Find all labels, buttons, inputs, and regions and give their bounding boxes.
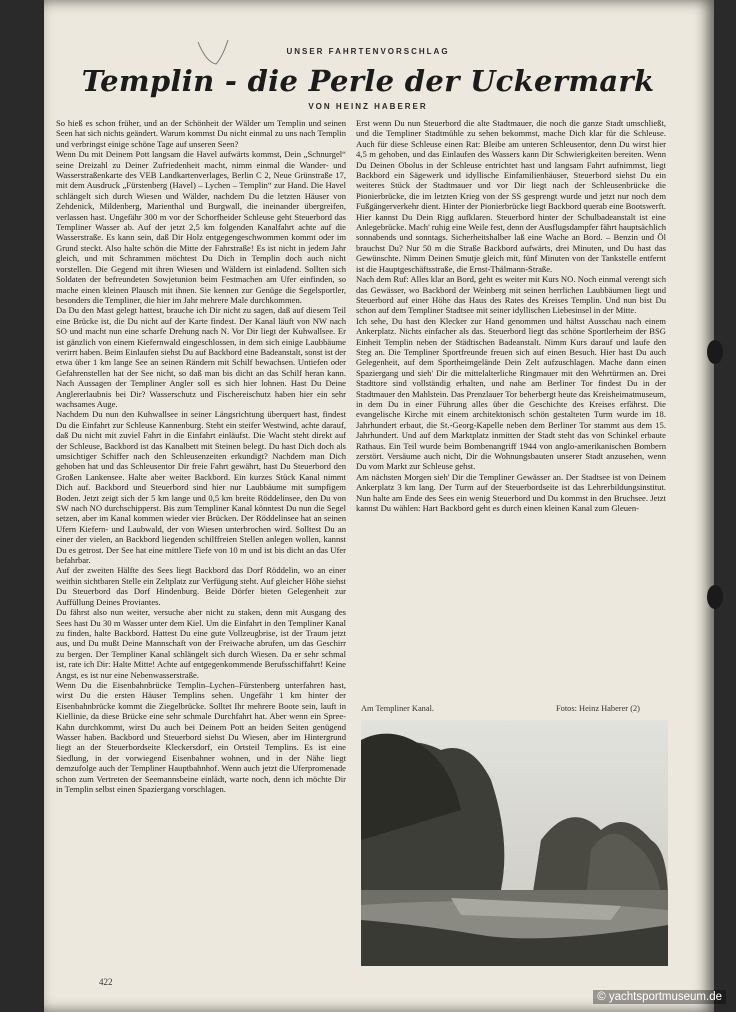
paragraph: Auf der zweiten Hälfte des Sees liegt Backbord das Dorf Röddelin, wo an einer weithin sichtbaren Stelle ein Zeltplatz zur Verfügung steht. Auf gleicher Höhe siehst Du Steuerbord das Dorf Hindenburg. Beide Dörfer bieten Gelegenheit zur Auffüllung Deines Proviantes.: [56, 565, 346, 607]
paragraph: So hieß es schon früher, und an der Schönheit der Wälder um Templin und seinen Seen hat sich nichts geändert. Warum kommst Du nicht einmal zu uns nach Templin und verbringst einige schöne Tage auf unseren Seen?: [56, 118, 346, 149]
page-number: 422: [99, 977, 113, 987]
paragraph: Nachdem Du nun den Kuhwallsee in seiner Längsrichtung überquert hast, findest Du die Einfahrt zur Schleuse Kannenburg. Steht ein steifer Westwind, achte darauf, daß Du nicht mit zuviel Fahrt in die Einfahrt einläufst. Die Wacht steht direkt auf der Schleuse, Backbord ist das Kanalbett mit Steinen belegt. Du hast Dich doch als umsichtiger Schiffer nach den Schleusenzeiten erkundigt? Nachdem man Dich gehoben hat und das Schleusentor Dir freie Fahrt gewährt, hast Du Steuerbord den Großen Lankensee. Halte aber weiter Backbord. Ein kurzes Stück Kanal nimmt Dich auf. Backbord und Steuerbord sind hier nur Laubbäume mit sumpfigem Boden. Jetzt zeigt sich der 5 km lange und 0,5 km breite Röddelinsee, den Du von SW nach NO durchschipperst. Bis zum Templiner Kanal könntest Du nun die Segel setzen, aber im Kanal kommen wieder vier Brücken. Der Röddelinsee hat an seinen Ufern Kiefern- und Laubwald, der von Wiesen unterbrochen wird. Solltest Du an einer der vielen, an Backbord liegenden schilffreien Stellen anlegen wollen, kannst Du es getrost. Der See hat eine mittlere Tiefe von 10 m und ist bis dicht an das Ufer befahrbar.: [56, 409, 346, 566]
paragraph: Du fährst also nun weiter, versuche aber nicht zu staken, denn mit Ausgang des Sees hast Du 30 m Wasser unter dem Kiel. Um die Einfahrt in den Templiner Kanal zu finden, halte Backbord. Hattest Du eine gute Vollzeugbrise, ist der Traum jetzt aus, und Du mußt Deine Mannschaft von der Freiwache abrufen, um das Geschirr zu bergen. Der Templiner Kanal schlängelt sich durch Wiesen. Da er sehr schmal ist, rate ich Dir: Halte Mitte! Achte auf entgegenkommende Berufsschiffahrt! Keine Angst, es ist nur eine Nebenwasserstraße.: [56, 607, 346, 680]
paragraph: Wenn Du mit Deinem Pott langsam die Havel aufwärts kommst, Dein „Schnurgel“ seine Dreizahl zu Deiner Zufriedenheit macht, nimm einmal die Wander- und Wasserstraßenkarte des VEB Landkartenverlages, Berlin C 2, Neue Grünstraße 17, mit dem Ausdruck „Fürstenberg (Havel) – Lychen – Templin“ zur Hand. Die Havel schlängelt sich durch Wiesen und Wälder, nachdem Du die letzten Häuser von Zehdenick, Mildenberg, Marienthal und Burgwall, die ineinander übergreifen, verlassen hast. Ungefähr 300 m vor der Schorfheider Schleuse geht Steuerbord das Templiner Wasser ab. Auf der jetzt 2,5 km folgenden Kanalfahrt achte auf die Wasserstraße. Es kann sein, daß Dir Holz entgegengeschwommen kommt oder im Grund steckt. Also halte schön die Mitte der Fahrstraße! Es ist nicht in jedem Jahr gleich, und mit Schrammen möchtest Du Dich in Templin doch auch nicht vorstellen. Die Gegend mit ihren Wiesen und Wäldern ist einladend. Sollten sich Soldaten der befreundeten Sowjetunion beim Festmachen am Ufer einfinden, so mache einen kleinen Plausch mit ihnen. Sie kennen zur Genüge die Segelsportler, besonders die Templiner, die hier im Jahr mehrere Male durchkommen.: [56, 149, 346, 305]
paragraph: Am nächsten Morgen sieh' Dir die Templiner Gewässer an. Der Stadtsee ist von Deinem Ankerplatz 3 km lang. Der Turm auf der Steuerbordseite ist das Lehrerbildungsinstitut. Nun halte am Ende des Sees ein wenig Steuerbord und Du kommst in den Bruchsee. Jetzt kannst Du wählen: Hart Backbord geht es durch einen kleinen Kanal zum Gleuen-: [356, 471, 666, 514]
canal-photo-image: [361, 720, 668, 966]
photo-credit: Fotos: Heinz Haberer (2): [556, 704, 640, 713]
article-byline: VON HEINZ HABERER: [308, 102, 428, 111]
photo-caption: Am Templiner Kanal.: [361, 704, 434, 713]
paragraph: Da Du den Mast gelegt hattest, brauche ich Dir nicht zu sagen, daß auf diesem Teil eine Brücke ist, die Du nicht auf der Karte findest. Der Kanal läuft von NW nach SO und macht nun eine scharfe Drehung nach N. Vor Dir liegt der Kuhwallsee. Er ist gänzlich von einem Kiefernwald eingeschlossen, in dem sich einige Laubbäume verirrt haben. Beim Einlaufen siehst Du auf Backbord eine Badeanstalt, sonst ist der etwa über 1 km lange See an seinen Rändern mit Schilf bewachsen. Untiefen oder Gefahrenstellen hat der See nicht, so daß man bis dicht an das Schilf heran kann. Nach Aussagen der Templiner Angler soll es sich hier lohnen. Hast Du Deine Anglererlaubnis bei Dir? Wasserschutz und Fischereischutz haben hier ein sehr wachsames Auge.: [56, 305, 346, 409]
binding-hole: [707, 340, 723, 364]
paragraph: Erst wenn Du nun Steuerbord die alte Stadtmauer, die noch die ganze Stadt umschließt, und die Templiner Stadtmühle zu sehen bekommst, mache Dich klar für die Schleuse. Auch für diese Schleuse einen Rat: Bleibe am unteren Schleusentor, denn Du wirst hier 4,5 m gehoben, und das Einlaufen des Wassers kann Dir Schwierigkeiten bereiten. Wenn Du Deinen Obolus in der Schleuse entrichtet hast und langsam Fahrt aufnimmst, liegt Backbord ein Sägewerk und idyllische Einfamilienhäuser, Steuerbord siehst Du ein weiteres Stück der Stadtmauer und vor Dir liegt nach der Schleusenbrücke die Pionierbrücke, die im letzten Krieg von der SS gesprengt wurde und jetzt nur noch dem Fußgängerverkehr dient. Hinter der Pionierbrücke liegt Backbord querab eine Bootswerft. Hier kannst Du Dein Rigg aufklaren. Steuerbord hinter der Schulbadeanstalt ist eine Anlegebrücke. Mach' ruhig eine Weile fest, denn der Ausflugsdampfer fährt hauptsächlich sonnabends und sonntags. Sicherheitshalber laß eine Wache an Bord. – Benzin und Öl brauchst Du? Nur 50 m die Straße Backbord aufwärts, drei Minuten, und Du hast das Gewünschte. Nimm Deinen Smutje gleich mit, fünf Minuten von der Tankstelle entfernt ist die Hauptgeschäftsstraße, die Ernst-Thälmann-Straße.: [356, 118, 666, 274]
article-kicker: UNSER FAHRTENVORSCHLAG: [286, 47, 450, 56]
paragraph: Ich sehe, Du hast den Klecker zur Hand genommen und hältst Ausschau nach einem Ankerplatz. Nichts einfacher als das. Steuerbord liegt das schöne Sportlerheim der BSG Einheit Templin neben der Städtischen Badeanstalt. Nimm Kurs darauf und laufe den Steg an. Die Templiner Sportfreunde freuen sich auf einen Besuch. Hier hast Du auch Gelegenheit, auf dem Sportheimgelände Dein Zelt aufzuschlagen. Mache dann einen Spaziergang und sieh' Dir die mittelalterliche Ringmauer mit den Wehrtürmen an. Drei Stadttore sind vollständig erhalten, und nahe am Berliner Tor findest Du in der Stadtmauer den Mahlstein. Das Prenzlauer Tor beherbergt heute das Kreisheimatmuseum, in dem Du in einer Führung alles über die Geschichte des Kreises erfährst. Die evangelische Kirche mit einem architektonisch schön gestalteten Turm wurde im 18. Jahrhundert erbaut, die St.-Georg-Kapelle neben dem Berliner Tor stammt aus dem 15. Jahrhundert. Und auf dem Marktplatz inmitten der Stadt steht das von Schinkel erbaute Rathaus. Ein Teil wurde beim Bombenangriff 1944 von anglo-amerikanischen Bombern zerstört. Versäume auch nicht, Dir die Wohnungsbauten unserer Stadt anzusehen, wenn Du vom Markt zur Schleuse gehst.: [356, 315, 666, 472]
watermark: © yachtsportmuseum.de: [593, 990, 726, 1004]
paragraph: Wenn Du die Eisenbahnbrücke Templin–Lychen–Fürstenberg unterfahren hast, wirst Du die ersten Häuser Templins sehen. Ungefähr 1 km hinter der Eisenbahnbrücke kommt die Ziegelbrücke. Solltet Ihr mehrere Boote sein, lauft in Kiellinie, da diese Brücke eine sehr schmale Durchfahrt hat. Aber wenn ein Spree-Kahn durchkommt, wirst Du auch bei Deinem Pott an beiden Seiten genügend Wasser haben. Backbord und Steuerbord siehst Du Wiesen, aber im Hintergrund liegt an der Steuerbordseite Kleckersdorf, ein Ortsteil Templins. Es ist eine Siedlung, in der vorwiegend Eisenbahner wohnen, und in der Nähe liegt demzufolge auch der Templiner Hauptbahnhof. Wenn auch jetzt die Uferpromenade schon zum Vertreten der Seemannsbeine einlädt, warte noch, denn ich möchte Dir in Templin selbst einen Spaziergang vorschlagen.: [56, 679, 346, 794]
article-title: Templin - die Perle der Uckermark: [81, 64, 655, 98]
canal-photo: [361, 720, 668, 966]
right-column: [356, 118, 666, 700]
left-column: [56, 118, 346, 968]
binding-hole: [707, 585, 723, 609]
paragraph: Nach dem Ruf: Alles klar an Bord, geht es weiter mit Kurs NO. Noch einmal verengt sich das Gewässer, wo Backbord der Weinberg mit seinen herrlichen Laubbäumen liegt und Steuerbord auf einer Höhe das Haus des Rates des Kreises Templin. Und nun bist Du schon auf dem Templiner Stadtsee mit seiner idyllischen Liebesinsel in der Mitte.: [356, 274, 666, 316]
